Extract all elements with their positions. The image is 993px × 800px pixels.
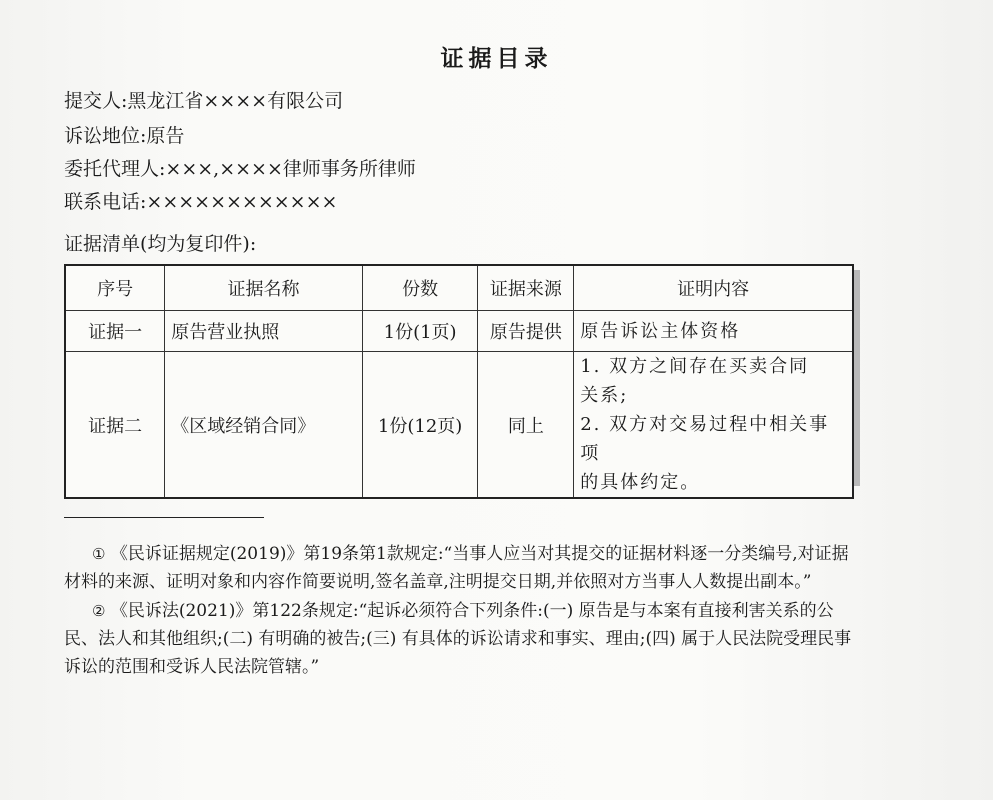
footnote-2 [64,597,864,681]
cell-copies: 1份(1页) [362,311,478,352]
table-header-row [65,265,853,311]
cell-copies: 1份(12页) [362,352,478,499]
proof-line: 原告诉讼主体资格 [580,320,741,342]
cell-no: 证据一 [65,311,165,352]
proof-line: 1. 双方之间存在买卖合同 [580,356,810,377]
footnote-1 [64,540,864,596]
header-no: 序号 [65,265,165,311]
phone-line: 联系电话:×××××××××××× [64,191,338,213]
evidence-table-container [64,264,852,493]
cell-proof [574,311,853,352]
footnote-divider [64,517,264,518]
evidence-list-heading: 证据清单(均为复印件): [64,233,257,255]
footnote-text: 《民诉证据规定(2019)》第19条第1款规定:“当事人应当对其提交的证据材料逐一分类编号,对证据材料的来源、证明对象和内容作简要说明,签名盖章,注明提交日期,并依照对方当事人人数提出副本。” [64,544,849,592]
evidence-table [64,264,854,499]
proof-line: 的具体约定。 [580,472,701,493]
document-title: 证据目录 [440,46,553,72]
proof-line: 关系; [580,385,629,406]
footnote-marker: ② [92,602,106,620]
proof-line: 2. 双方对交易过程中相关事项 [580,414,830,464]
header-copies: 份数 [362,265,478,311]
header-source: 证据来源 [478,265,574,311]
footnote-marker: ① [92,545,106,563]
table-row [65,352,853,499]
cell-name: 《区域经销合同》 [165,352,362,499]
agent-line: 委托代理人:×××,××××律师事务所律师 [64,158,416,180]
header-name: 证据名称 [165,265,362,311]
submitter-line: 提交人:黑龙江省××××有限公司 [64,90,344,112]
cell-proof [574,352,853,499]
litigation-status-line: 诉讼地位:原告 [64,125,185,147]
footnote-text: 《民诉法(2021)》第122条规定:“起诉必须符合下列条件:(一) 原告是与本案有直接利害关系的公民、法人和其他组织;(二) 有明确的被告;(三) 有具体的诉讼请求和事实、理由;(四) 属于人民法院受理民事诉讼的范围和受诉人民法院管辖。” [64,601,852,677]
table-row [65,311,853,352]
header-proof: 证明内容 [574,265,853,311]
cell-source: 原告提供 [478,311,574,352]
cell-no: 证据二 [65,352,165,499]
cell-source: 同上 [478,352,574,499]
cell-name: 原告营业执照 [165,311,362,352]
